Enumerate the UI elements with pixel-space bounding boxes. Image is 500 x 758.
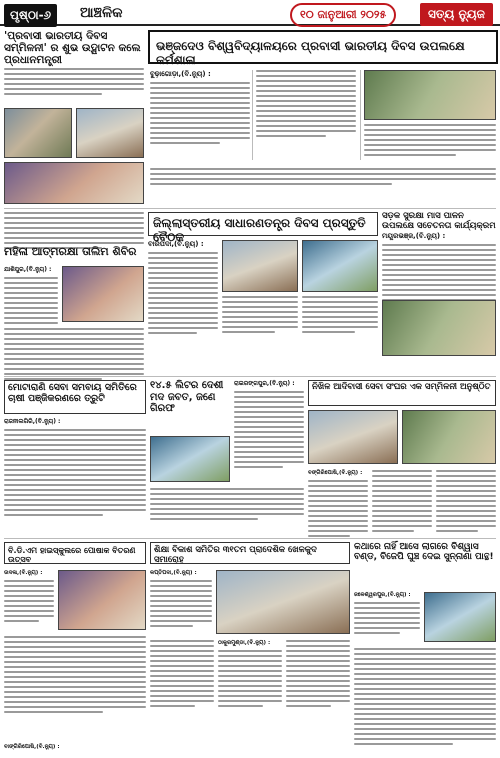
headline: ଭଞ୍ଜଦେଓ ବିଶ୍ୱବିଦ୍ୟାଳୟରେ ପ୍ରବାସୀ ଭାରତୀୟ ଦିବସ ଉପଲକ୍ଷେ କର୍ମଶାଳା: [156, 39, 465, 67]
story-school-uniform: [4, 542, 146, 564]
news-photo: [4, 162, 144, 204]
article-body: [256, 70, 356, 137]
news-photo: [62, 266, 144, 322]
news-photo: [222, 240, 298, 292]
news-photo: [302, 240, 378, 292]
article-body: [218, 640, 282, 707]
byline: ରାଇରଙ୍ଗପୁର,(ବି.ନ୍ୟୁ) :: [234, 380, 295, 387]
byline: ରାଜନୀଲଗିରି,(ବି.ନ୍ୟୁ) :: [4, 418, 61, 425]
section-title: ଆଞ୍ଚଳିକ: [80, 5, 123, 21]
issue-date: ୧୦ ଜାନୁଆରୀ ୨୦୨୫: [290, 3, 396, 27]
news-photo: [58, 570, 146, 630]
headline: ନିଖିଳ ଆଦିବାସୀ ସେବା ସଂଘର ଏକ ସମ୍ମିଳନୀ ଅନୁଷ୍ଠିତ: [312, 382, 491, 392]
article-body: [382, 232, 496, 306]
story-tribal-conference: [308, 380, 496, 406]
news-photo: [364, 70, 496, 120]
news-photo: [424, 592, 496, 642]
byline: ବଙ୍ଗିରିପୋଷି,(ବି.ନ୍ୟୁ) :: [308, 470, 363, 476]
news-photo: [308, 410, 398, 464]
byline: ବାରିପଦା,(ବି.ନ୍ୟୁ) :: [148, 240, 204, 248]
headline: ମୋଟାରାଣି ସେବା ସମବାୟ ସମିତିରେ ଚାଷୀ ପଞ୍ଜିକରଣରେ ତ୍ରୁଟି: [8, 382, 137, 404]
byline: ମୟୂରଭଞ୍ଜ,(ବି.ନ୍ୟୁ) :: [382, 232, 446, 240]
headline: ଶିକ୍ଷା ବିକାଶ ସମିତିର ୩୧ତମ ପ୍ରାଦେଶିକ ଖେଳକୁଦ ସମାରୋହ: [154, 545, 317, 565]
masthead: [0, 0, 500, 26]
article-body: [222, 296, 298, 333]
story-road-safety: [382, 212, 496, 232]
story-pravasi-left: [4, 30, 144, 66]
byline: ଯାଶିପୁର,(ବି.ନ୍ୟୁ) :: [4, 266, 52, 273]
story-motarani-society: [4, 380, 146, 414]
byline: ଠାକୁରମୁଣ୍ଡା,(ବି.ନ୍ୟୁ) :: [218, 640, 271, 646]
news-photo: [382, 300, 496, 356]
article-body: [4, 570, 54, 622]
headline: ୧୪.୫ ଲିଟର ଦେଶୀ ମଦ ଜବତ, ଜଣେ ଗିରଫ: [150, 380, 224, 414]
news-photo: [76, 108, 144, 158]
banner-band: [148, 30, 498, 67]
article-body: [354, 648, 496, 745]
article-body: [364, 124, 496, 156]
story-liquor-seized: [150, 380, 230, 415]
article-body: [354, 592, 420, 634]
headline: 'ପ୍ରବାସୀ ଭାରତୀୟ ଦିବସ ସମ୍ମିଳନୀ' ର ଶୁଭ ଉଦ୍ଘାଟନ କଲେ ପ୍ରଧାନମନ୍ତ୍ରୀ: [4, 30, 141, 67]
headline: ସଡ଼କ ସୁରକ୍ଷା ମାସ ପାଳନ ଉପଲକ୍ଷେ ସଚେତନତା କାର୍ଯ୍ୟକ୍ରମ: [382, 211, 496, 231]
news-photo: [4, 108, 72, 158]
byline: କପ୍ତିପଦା,(ବି.ନ୍ୟୁ) :: [150, 570, 197, 576]
article-body: [4, 68, 144, 95]
byline: ବାଙ୍ଗିରିପୋଷି,(ବି.ନ୍ୟୁ) :: [4, 744, 60, 750]
article-body: [4, 418, 146, 516]
headline: ବି.ଡି.ଏମ ହାଇସ୍କୁଲରେ ପୋଷାକ ବିତରଣ ଉତ୍ସବ: [8, 546, 136, 565]
article-body: [302, 296, 378, 333]
article-body: [4, 266, 58, 324]
story-women-camp: [4, 246, 144, 259]
article-body: [4, 212, 144, 249]
article-body: [4, 636, 146, 713]
newspaper-logo: ସତ୍ୟ ନ୍ୟୁଜ: [420, 3, 493, 26]
page-number: ପୃଷ୍ଠା-୬: [4, 4, 57, 27]
article-body: [150, 168, 496, 185]
story-bjp-right: [354, 542, 496, 563]
headline: ଜିଲ୍ଲାସ୍ତରୀୟ ସାଧାରଣତନ୍ତ୍ର ଦିବସ ପ୍ରସ୍ତୁତି ବୈଠକ: [153, 216, 366, 244]
news-photo: [150, 436, 230, 482]
article-body: [308, 470, 368, 537]
article-body: [234, 380, 304, 468]
article-body: [4, 328, 144, 380]
byline: ଉଦଳା,(ବି.ନ୍ୟୁ) :: [4, 570, 43, 576]
article-body: [286, 640, 350, 707]
headline: କଥାରେ ନାହିଁ ଆସେ ଲାଗରେ ବିଶ୍ୱାସ ବଣ୍ଡ, ବିଜେପି ଘୁଞ୍ଚ ଦେଇ ସୁନ୍ନାଣା ପାନ୍ଥ!: [354, 542, 494, 563]
story-sports-festival: [150, 542, 350, 564]
article-body: [150, 488, 304, 520]
headline: ମହିଳା ଆତ୍ମରକ୍ଷା ତାଲିମ ଶିବିର: [4, 245, 137, 258]
article-body: [436, 470, 496, 532]
article-body: [372, 470, 432, 532]
article-body: [148, 240, 218, 334]
article-body: [150, 570, 212, 627]
news-photo: [216, 570, 350, 634]
news-photo: [402, 410, 496, 464]
article-body: [150, 70, 250, 144]
byline: ବୁଢ଼ାଗୋଡ଼ା,(ବି.ନ୍ୟୁ) :: [150, 70, 211, 78]
article-body: [150, 640, 214, 707]
byline: ଜଳେଶ୍ୱରପୁର,(ବି.ନ୍ୟୁ) :: [354, 592, 411, 598]
